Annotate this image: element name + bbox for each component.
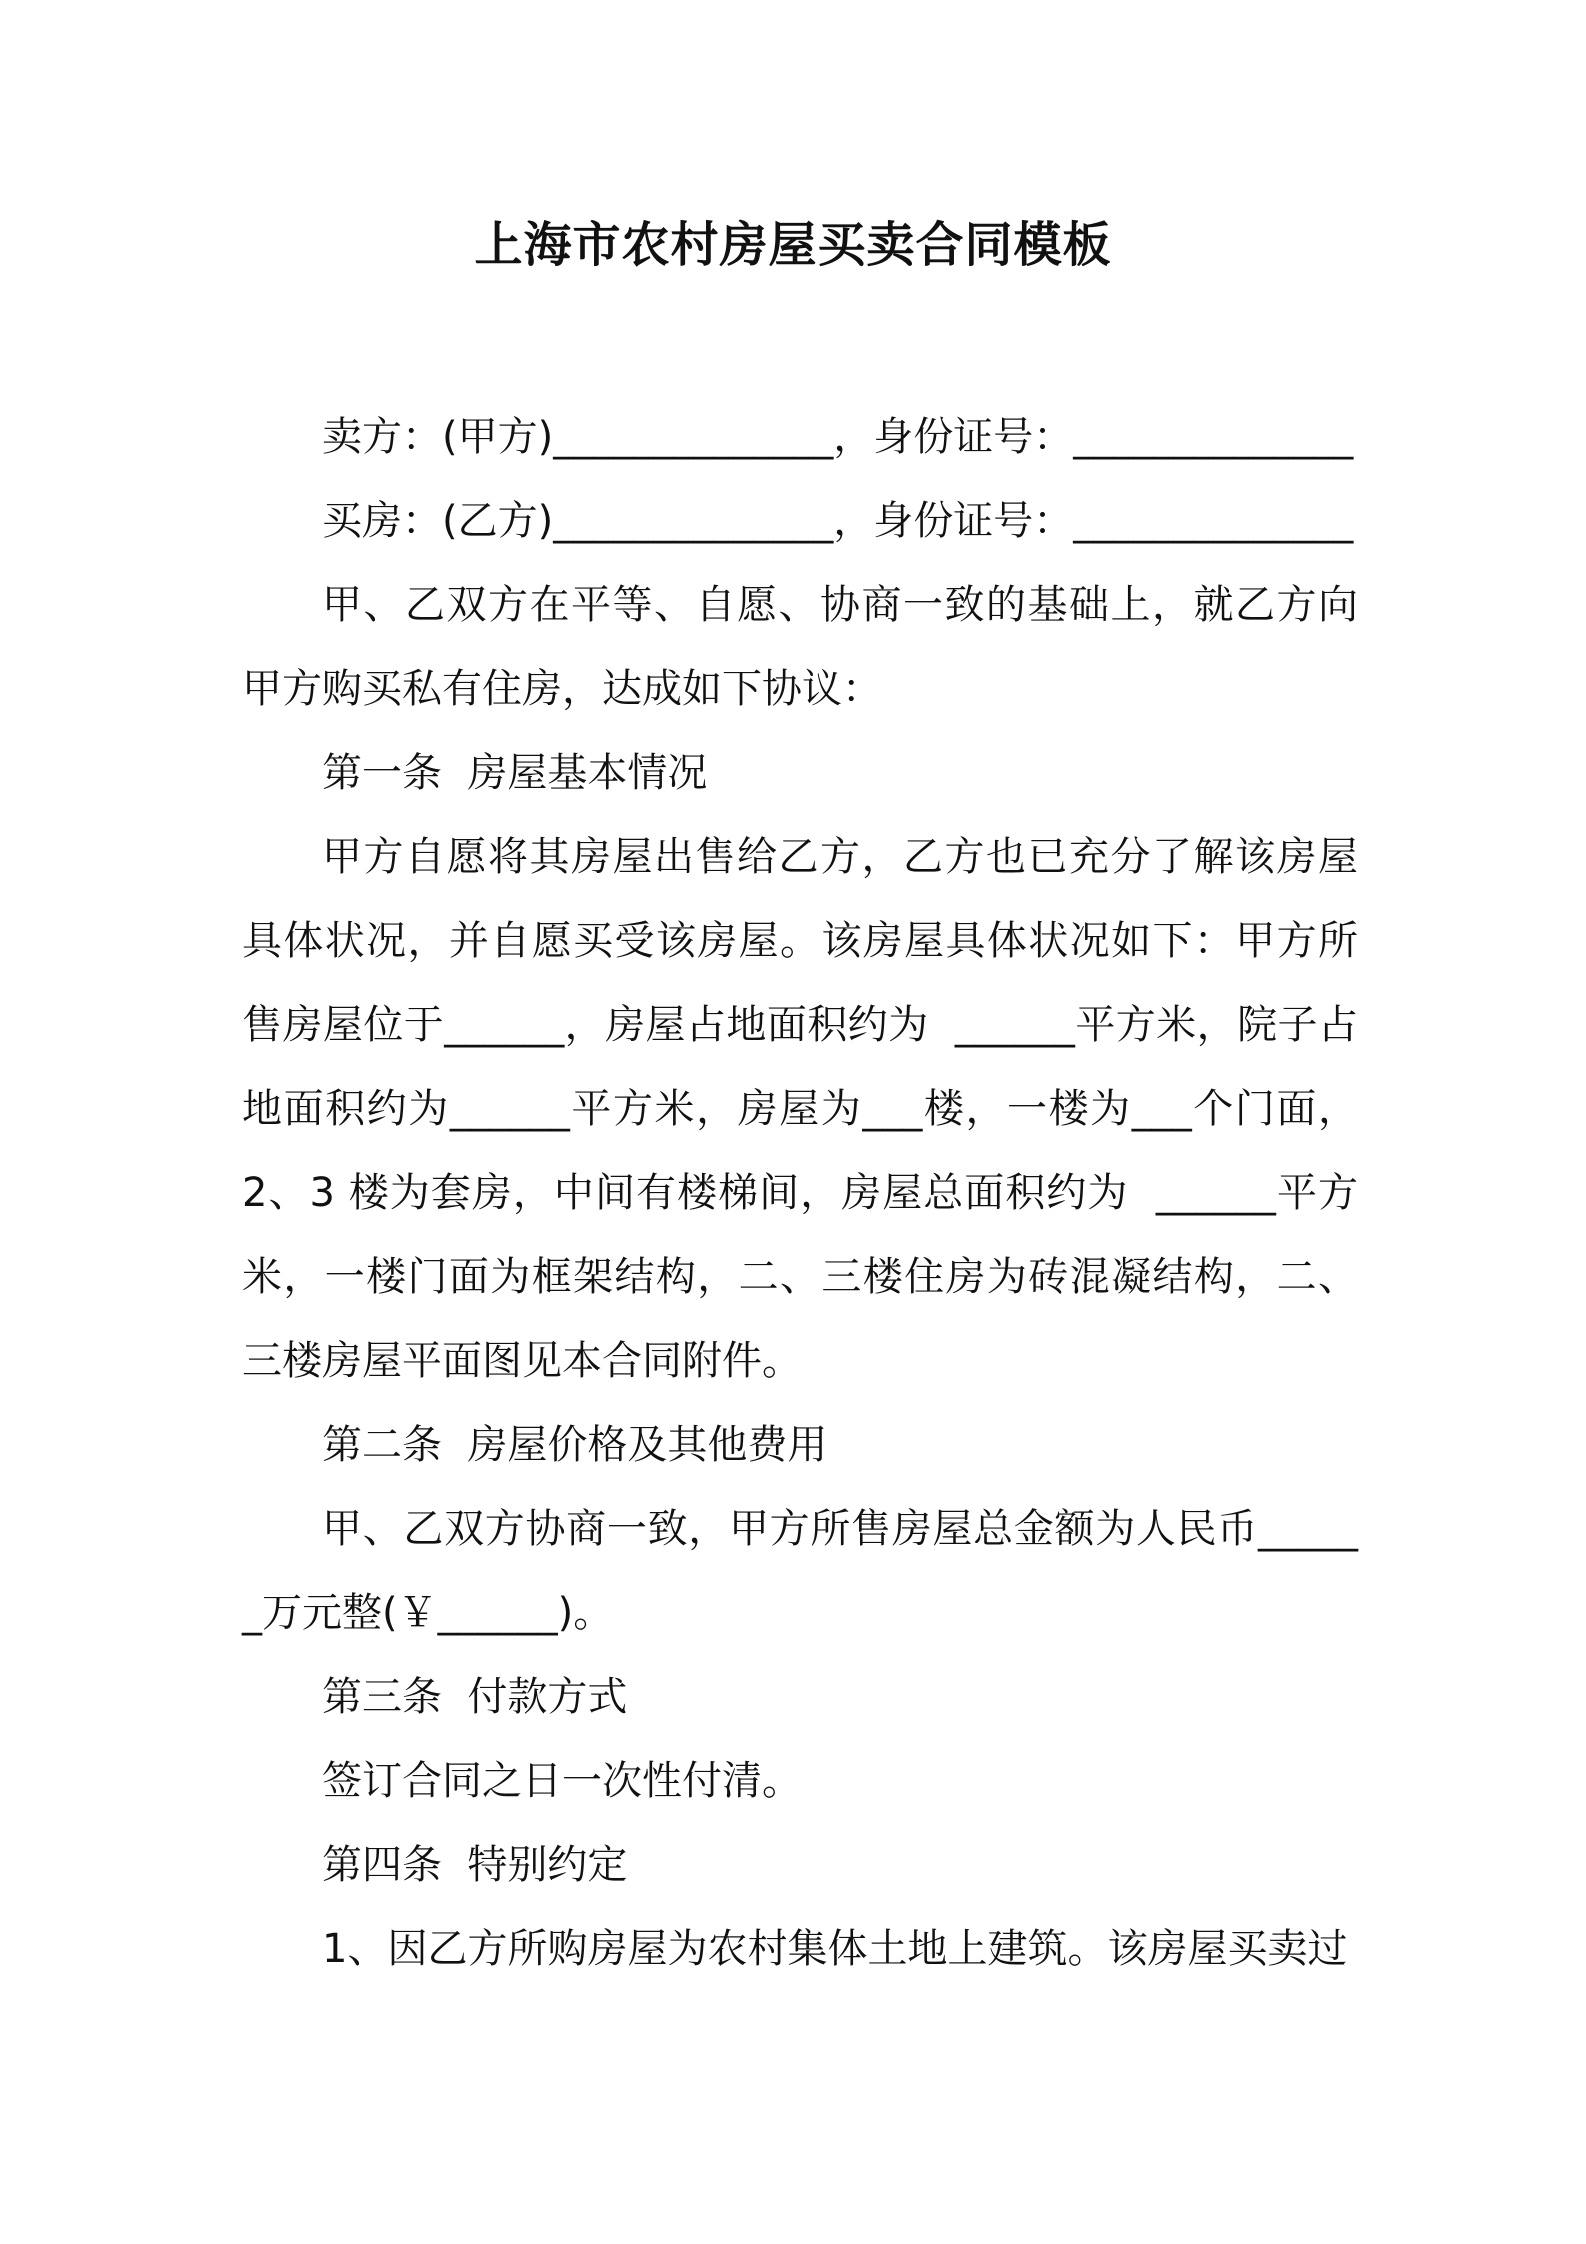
article-1-heading: 第一条 房屋基本情况	[322, 750, 708, 796]
article-4-item-1: 1、因乙方所购房屋为农村集体土地上建筑。该房屋买卖过	[322, 1926, 1348, 1972]
seller-line: 卖方：(甲方)______________，身份证号：______________	[322, 414, 1354, 460]
document-body	[242, 395, 1358, 1991]
article-2-paragraph: 甲、乙双方协商一致，甲方所售房屋总金额为人民币______万元整(￥______)。	[242, 1506, 1358, 1636]
article-4-heading: 第四条 特别约定	[322, 1842, 628, 1888]
article-3-heading: 第三条 付款方式	[322, 1674, 628, 1720]
article-3-paragraph: 签订合同之日一次性付清。	[322, 1758, 802, 1804]
preamble-paragraph: 甲、乙双方在平等、自愿、协商一致的基础上，就乙方向甲方购买私有住房，达成如下协议：	[242, 582, 1358, 712]
buyer-line: 买房：(乙方)______________，身份证号：______________	[322, 498, 1354, 544]
article-2-heading: 第二条 房屋价格及其他费用	[322, 1422, 828, 1468]
document-title: 上海市农村房屋买卖合同模板	[474, 217, 1112, 273]
article-1-paragraph: 甲方自愿将其房屋出售给乙方，乙方也已充分了解该房屋具体状况，并自愿买受该房屋。该房屋具体状况如下：甲方所售房屋位于______，房屋占地面积约为 ______平方米，院子占地面积约为______平方米，房屋为___楼，一楼为___个门面，2、3 楼为套房，中间有楼梯间，房屋总面积约为 ______平方米，一楼门面为框架结构，二、三楼住房为砖混凝结构，二、三楼房屋平面图见本合同附件。	[242, 834, 1358, 1384]
